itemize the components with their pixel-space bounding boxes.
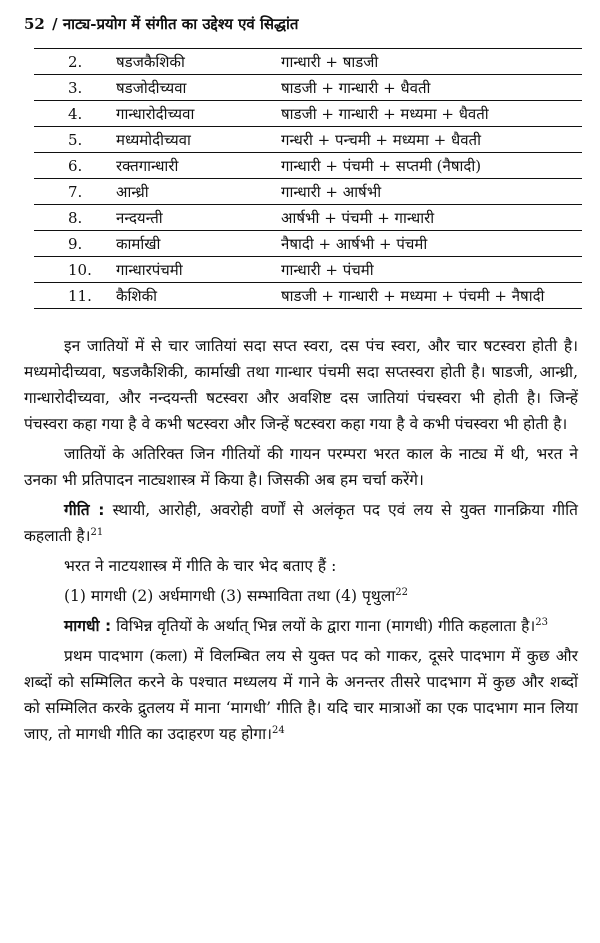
jati-name: आन्ध्री bbox=[116, 179, 281, 205]
table-row bbox=[34, 257, 582, 283]
jati-name: गान्धारपंचमी bbox=[116, 257, 281, 283]
row-number: 7. bbox=[34, 179, 116, 205]
jati-combination: षाडजी + गान्धारी + मध्यमा + पंचमी + नैषादी bbox=[281, 283, 582, 309]
jati-name: गान्धारोदीच्यवा bbox=[116, 101, 281, 127]
footnote-ref-24: 24 bbox=[272, 724, 285, 736]
jati-combination: गन्धरी + पन्चमी + मध्यमा + धैवती bbox=[281, 127, 582, 153]
footnote-ref-22: 22 bbox=[395, 586, 408, 598]
table-row bbox=[34, 127, 582, 153]
row-number: 8. bbox=[34, 205, 116, 231]
jati-name: षडजोदीच्यवा bbox=[116, 75, 281, 101]
paragraph-giti-definition bbox=[24, 497, 578, 549]
row-number: 2. bbox=[34, 49, 116, 75]
header-separator: / bbox=[52, 15, 58, 33]
row-number: 10. bbox=[34, 257, 116, 283]
running-header bbox=[24, 14, 578, 34]
giti-types-list bbox=[24, 583, 578, 609]
table-row bbox=[34, 231, 582, 257]
row-number: 3. bbox=[34, 75, 116, 101]
jati-combination: आर्षभी + पंचमी + गान्धारी bbox=[281, 205, 582, 231]
jati-combination: गान्धारी + पंचमी bbox=[281, 257, 582, 283]
jati-combination: नैषादी + आर्षभी + पंचमी bbox=[281, 231, 582, 257]
book-page bbox=[24, 14, 578, 751]
jati-combination: गान्धारी + पंचमी + सप्तमी (नैषादी) bbox=[281, 153, 582, 179]
jati-name: मध्यमोदीच्यवा bbox=[116, 127, 281, 153]
row-number: 5. bbox=[34, 127, 116, 153]
jati-combination: षाडजी + गान्धारी + धैवती bbox=[281, 75, 582, 101]
magadhi-method-text: प्रथम पादभाग (कला) में विलम्बित लय से युक्त पद को गाकर, दूसरे पादभाग में कुछ और शब्दों को सम्मिलित करने के पश्चात मध्यलय में गाने के अनन्तर तीसरे पादभाग में कुछ और शब्दों को सम्मिलित करके द्रुतलय में माना ‘मागधी’ गीति है। यदि चार मात्राओं का एक पादभाग मान लिया जाए, तो मागधी गीति का उदाहरण यह होगा। bbox=[24, 647, 578, 743]
magadhi-definition-text: विभिन्न वृतियों के अर्थात् भिन्न लयों के द्वारा गाना (मागधी) गीति कहलाता है। bbox=[111, 617, 536, 635]
jati-combination: गान्धारी + आर्षभी bbox=[281, 179, 582, 205]
paragraph-jati-swaras: इन जातियों में से चार जातियां सदा सप्त स्वरा, दस पंच स्वरा, और चार षटस्वरा होती है। मध्यमोदीच्यवा, षडजकैशिकी, कार्माखी तथा गान्धार पंचमी सदा सप्तस्वरा होती है। षाडजी, आन्ध्री, गान्धारोदीच्यवा, और नन्दयन्ती षटस्वरा और अवशिष्ट दस जातियां पंचस्वरा भी होती है। जिन्हें पंचस्वरा कहा गया है वे कभी षटस्वरा और जिन्हें षटस्वरा कहा गया है वे कभी पंचस्वरा भी होती है। bbox=[24, 337, 578, 433]
row-number: 6. bbox=[34, 153, 116, 179]
jati-name: कैशिकी bbox=[116, 283, 281, 309]
paragraph-giti-types-intro: भरत ने नाटयशास्त्र में गीति के चार भेद बताए हैं : bbox=[64, 557, 337, 575]
jati-table bbox=[34, 48, 582, 309]
body-text bbox=[24, 333, 578, 747]
table-row bbox=[34, 101, 582, 127]
jati-combination: गान्धारी + षाडजी bbox=[281, 49, 582, 75]
row-number: 9. bbox=[34, 231, 116, 257]
jati-name: कार्माखी bbox=[116, 231, 281, 257]
table-row bbox=[34, 283, 582, 309]
paragraph-gitis-intro: जातियों के अतिरिक्त जिन गीतियों की गायन परम्परा भरत काल के नाट्य में थी, भरत ने उनका भी प्रतिपादन नाट्यशास्त्र में किया है। जिसकी अब हम चर्चा करेंगे। bbox=[24, 445, 578, 489]
giti-definition-text: स्थायी, आरोही, अवरोही वर्णों से अलंकृत पद एवं लय से युक्त गानक्रिया गीति कहलाती है। bbox=[24, 501, 578, 545]
term-giti: गीति : bbox=[64, 501, 105, 519]
term-magadhi: मागधी : bbox=[64, 617, 112, 635]
jati-name: नन्दयन्ती bbox=[116, 205, 281, 231]
chapter-title: नाट्य-प्रयोग में संगीत का उद्देश्य एवं सिद्धांत bbox=[62, 15, 299, 33]
table-row bbox=[34, 205, 582, 231]
paragraph-magadhi-definition bbox=[24, 613, 578, 639]
footnote-ref-23: 23 bbox=[535, 616, 548, 628]
giti-types-text: (1) मागधी (2) अर्धमागधी (3) सम्भाविता तथा (4) पृथुला bbox=[64, 587, 396, 605]
jati-name: षडजकैशिकी bbox=[116, 49, 281, 75]
table-row bbox=[34, 75, 582, 101]
paragraph-magadhi-method bbox=[24, 643, 578, 747]
page-number: 52 bbox=[24, 15, 45, 33]
row-number: 11. bbox=[34, 283, 116, 309]
table-row bbox=[34, 153, 582, 179]
table-row bbox=[34, 179, 582, 205]
jati-combination: षाडजी + गान्धारी + मध्यमा + धैवती bbox=[281, 101, 582, 127]
footnote-ref-21: 21 bbox=[90, 526, 104, 538]
row-number: 4. bbox=[34, 101, 116, 127]
table-row bbox=[34, 49, 582, 75]
jati-name: रक्तगान्धारी bbox=[116, 153, 281, 179]
